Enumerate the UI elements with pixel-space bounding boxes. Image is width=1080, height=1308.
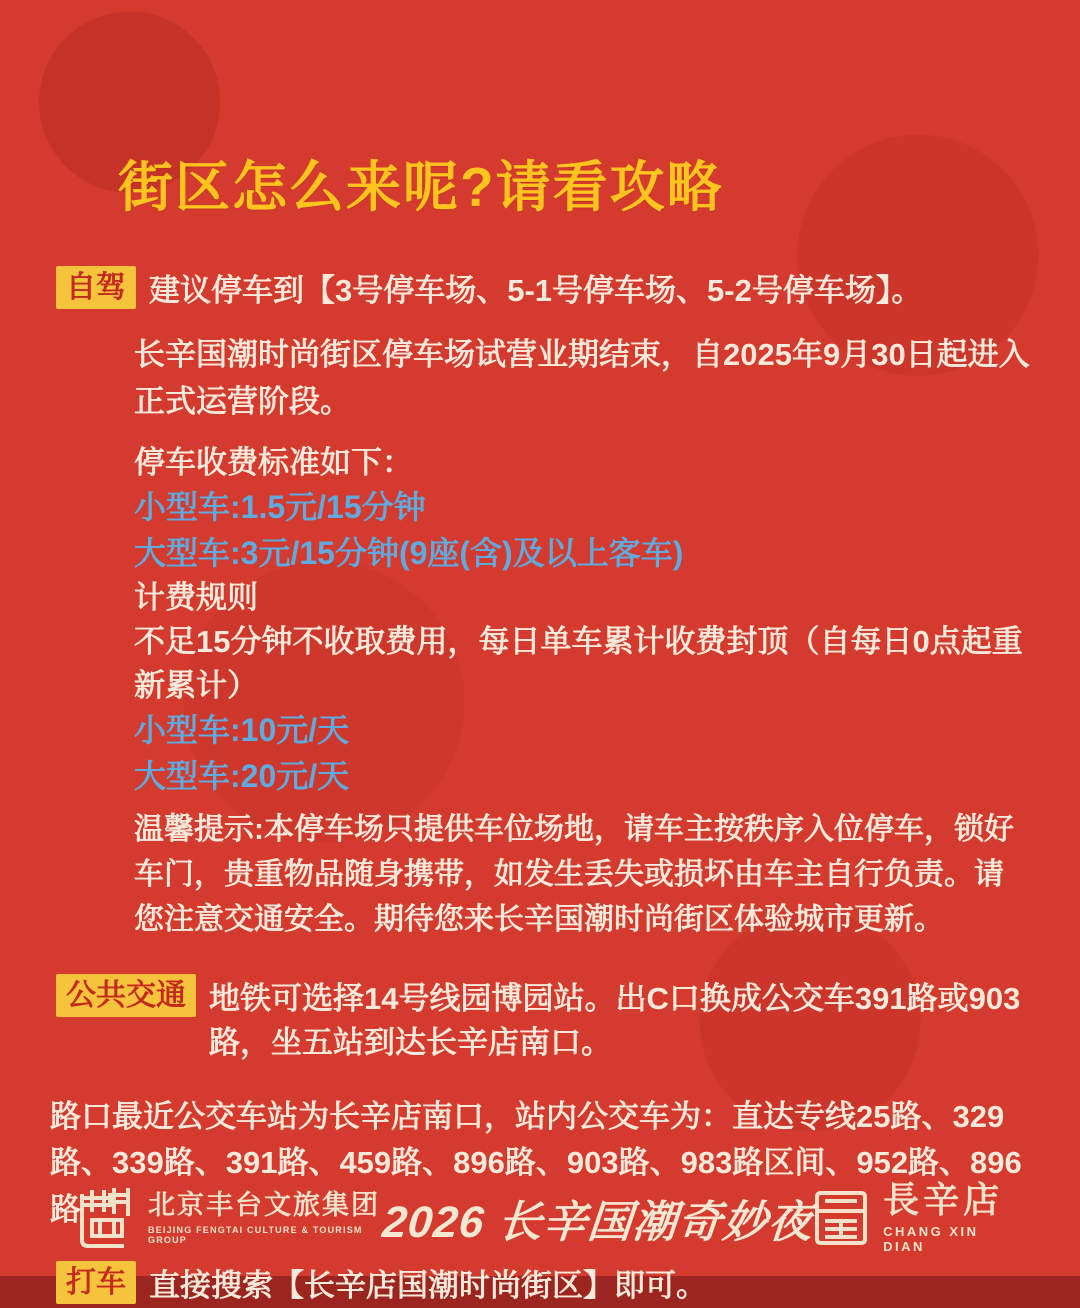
parking-operation-paragraph: 长辛国潮时尚街区停车场试营业期结束，自2025年9月30日起进入正式运营阶段。 — [134, 337, 1030, 419]
footer — [0, 1179, 1080, 1254]
daily-cap-large-car: 大型车:20元/天 — [134, 757, 350, 794]
changxindian-logo-subtitle: CHANG XIN DIAN — [883, 1224, 979, 1254]
taxi-row — [56, 1261, 1034, 1307]
changxindian-logo-name: 長辛店 — [883, 1179, 1004, 1220]
public-transit-label: 公共交通 — [56, 974, 196, 1017]
fengtai-logo-subtitle: BEIJING FENGTAI CULTURE & TOURISM GROUP — [148, 1225, 363, 1246]
billing-rule-text: 不足15分钟不收取费用，每日单车累计收费封顶（自每日0点起重新累计） — [134, 624, 1023, 704]
fengtai-logo-text — [148, 1191, 383, 1246]
section-public-transit — [48, 974, 1034, 1064]
public-transit-text: 地铁可选择14号线园博园站。出C口换成公交车391路或903路，坐五站到达长辛店南口。 — [209, 981, 1021, 1060]
changxindian-logo — [813, 1179, 1012, 1254]
warm-notice: 温馨提示:本停车场只提供车位场地，请车主按秩序入位停车，锁好车门，贵重物品随身携带，如发生丢失或损坏由车主自行负责。请您注意交通安全。期待您来长辛国潮时尚街区体验城市更新。 — [134, 813, 1014, 937]
fengtai-seal-icon — [76, 1186, 134, 1250]
self-drive-label: 自驾 — [56, 266, 136, 309]
self-drive-details — [134, 332, 1032, 942]
taxi-label: 打车 — [56, 1261, 136, 1304]
self-drive-intro: 建议停车到【3号停车场、5-1号停车场、5-2号停车场】。 — [149, 273, 923, 308]
section-taxi — [48, 1261, 1034, 1307]
fengtai-logo — [76, 1186, 383, 1250]
changxindian-logo-text — [883, 1179, 1012, 1254]
event-wordmark: 2026 长辛国潮奇妙夜 — [380, 1198, 815, 1247]
billing-rule-header: 计费规则 — [134, 580, 258, 616]
taxi-text: 直接搜索【长辛店国潮时尚街区】即可。 — [149, 1268, 707, 1304]
fee-header: 停车收费标准如下： — [134, 445, 413, 481]
self-drive-row — [56, 266, 1034, 312]
section-self-drive — [48, 266, 1034, 942]
public-transit-row — [56, 974, 1034, 1064]
fee-block — [134, 441, 1032, 799]
changxindian-seal-icon — [813, 1189, 869, 1247]
fengtai-logo-name: 北京丰台文旅集团 — [148, 1189, 380, 1220]
fee-small-car: 小型车:1.5元/15分钟 — [134, 489, 426, 526]
page-title: 街区怎么来呢?请看攻略 — [118, 156, 724, 218]
daily-cap-small-car: 小型车:10元/天 — [134, 712, 350, 749]
fee-large-car: 大型车:3元/15分钟(9座(含)及以上客车) — [134, 534, 684, 571]
bus-routes-paragraph: 路口最近公交车站为长辛店南口，站内公交车为：直达专线25路、329路、339路、391路、459路、896路、903路、983路区间、952路、896路 — [50, 1098, 1022, 1227]
